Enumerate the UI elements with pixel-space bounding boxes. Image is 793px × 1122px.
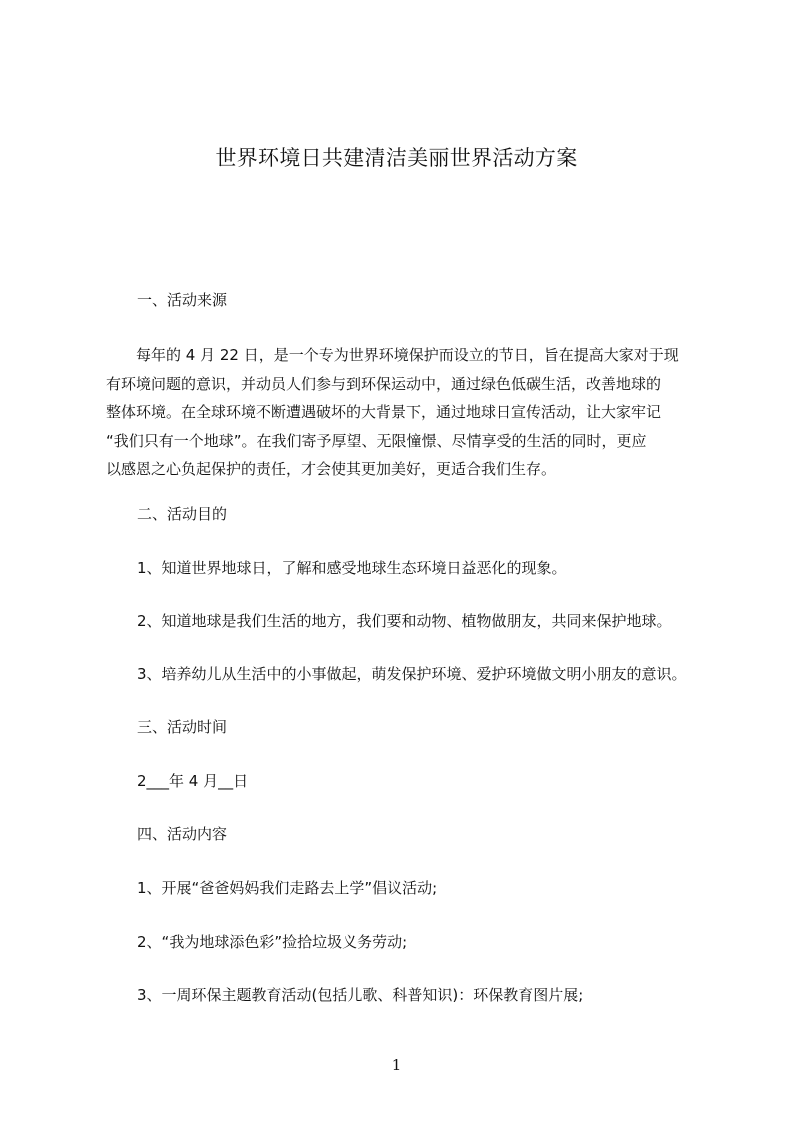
paragraph-line: 以感恩之心负起保护的责任，才会使其更加美好，更适合我们生存。 xyxy=(106,460,557,478)
list-item: 1、开展“爸爸妈妈我们走路去上学”倡议活动; xyxy=(137,879,438,897)
section-heading-time: 三、活动时间 xyxy=(137,718,228,736)
source-paragraph xyxy=(106,341,706,484)
section-heading-source: 一、活动来源 xyxy=(137,291,228,309)
paragraph-line: “我们只有一个地球”。在我们寄予厚望、无限憧憬、尽情享受的生活的同时，更应 xyxy=(106,431,647,450)
list-item: 2、知道地球是我们生活的地方，我们要和动物、植物做朋友，共同来保护地球。 xyxy=(137,612,672,630)
section-heading-content: 四、活动内容 xyxy=(137,825,228,843)
activity-date: 2___年 4 月__日 xyxy=(137,772,249,790)
list-item: 3、培养幼儿从生活中的小事做起，萌发保护环境、爱护环境做文明小朋友的意识。 xyxy=(137,665,687,683)
section-heading-purpose: 二、活动目的 xyxy=(137,505,228,523)
list-item: 3、一周环保主题教育活动(包括儿歌、科普知识)：环保教育图片展; xyxy=(137,986,584,1004)
page-number: 1 xyxy=(391,1056,402,1074)
paragraph-line: 有环境问题的意识，并动员人们参与到环保运动中，通过绿色低碳生活，改善地球的 xyxy=(106,374,662,393)
list-item: 1、知道世界地球日，了解和感受地球生态环境日益恶化的现象。 xyxy=(137,559,567,577)
paragraph-line: 整体环境。在全球环境不断遭遇破坏的大背景下，通过地球日宣传活动，让大家牢记 xyxy=(106,403,662,421)
document-title: 世界环境日共建清洁美丽世界活动方案 xyxy=(215,146,578,170)
paragraph-line: 每年的 4 月 22 日，是一个专为世界环境保护而设立的节日，旨在提高大家对于现 xyxy=(106,346,679,364)
list-item: 2、“我为地球添色彩”捡拾垃圾义务劳动; xyxy=(137,933,408,951)
